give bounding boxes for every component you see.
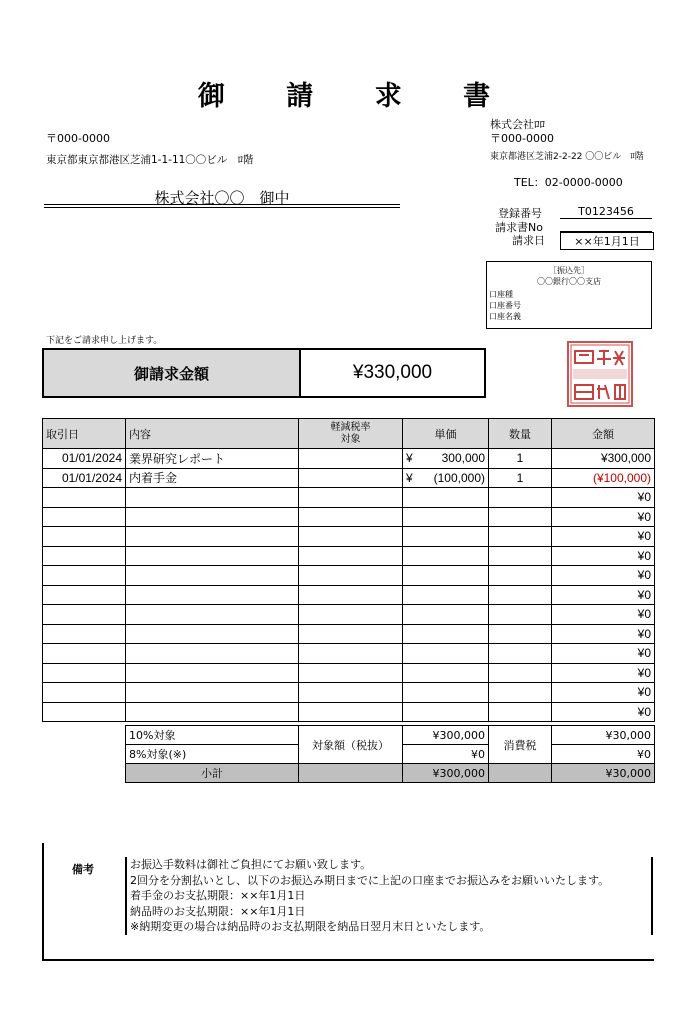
intro-text: 下記をご請求申し上げます。 xyxy=(46,336,163,346)
row-quantity xyxy=(489,507,552,527)
tax8-value: ¥0 xyxy=(552,745,655,764)
table-row xyxy=(43,605,655,625)
table-row xyxy=(43,644,655,664)
row-description xyxy=(126,507,299,527)
row-quantity xyxy=(489,702,552,722)
row-date xyxy=(43,683,126,703)
row-amount: ¥0 xyxy=(552,566,655,586)
row-quantity: 1 xyxy=(489,449,552,469)
row-quantity xyxy=(489,624,552,644)
item-rows xyxy=(43,449,655,722)
table-row xyxy=(43,663,655,683)
row-quantity xyxy=(489,663,552,683)
subtotal-label: 小計 xyxy=(126,764,299,783)
row-reduced-tax xyxy=(299,527,403,547)
items-table xyxy=(42,418,655,722)
row-amount: ¥0 xyxy=(552,527,655,547)
row-reduced-tax xyxy=(299,566,403,586)
row-quantity xyxy=(489,566,552,586)
table-row xyxy=(43,702,655,722)
row-unit-price xyxy=(403,566,489,586)
invoice-no-value xyxy=(560,219,652,232)
invoice-no-label: 請求書No xyxy=(495,221,543,234)
reg-number-label: 登録番号 xyxy=(498,207,542,220)
row-amount: ¥0 xyxy=(552,663,655,683)
remarks-label: 備考 xyxy=(72,863,94,876)
row-description: 内着手金 xyxy=(126,468,299,488)
row-quantity: 1 xyxy=(489,468,552,488)
header-unit-price: 単価 xyxy=(403,419,489,449)
header-quantity: 数量 xyxy=(489,419,552,449)
remarks-line: 着手金のお支払期限：××年1月1日 xyxy=(130,889,306,902)
row-unit-value: (100,000) xyxy=(433,470,485,485)
base-label: 対象額（税抜） xyxy=(299,726,403,764)
row-date xyxy=(43,585,126,605)
row-unit-price xyxy=(403,702,489,722)
row-reduced-tax xyxy=(299,624,403,644)
client-postal: 〒000-0000 xyxy=(46,132,110,145)
table-row xyxy=(43,683,655,703)
row-quantity xyxy=(489,644,552,664)
remarks-line: 納品時のお支払期限：××年1月1日 xyxy=(130,904,306,918)
row-description xyxy=(126,566,299,586)
row-amount: ¥0 xyxy=(552,507,655,527)
client-underline xyxy=(44,204,400,205)
row-quantity xyxy=(489,488,552,508)
row-reduced-tax xyxy=(299,683,403,703)
remarks-line: 2回分を分割払いとし、以下のお振込み期日までに上記の口座までお振込みをお願いいたします。 xyxy=(130,873,610,887)
row-amount: ¥300,000 xyxy=(552,449,655,469)
table-row xyxy=(43,507,655,527)
rate10-label: 10%対象 xyxy=(126,726,299,745)
row-unit-price xyxy=(403,644,489,664)
row-quantity xyxy=(489,585,552,605)
row-unit-price xyxy=(403,546,489,566)
row-amount: ¥0 xyxy=(552,585,655,605)
base8-value: ¥0 xyxy=(403,745,489,764)
rate8-label: 8%対象(※) xyxy=(126,745,299,764)
row-reduced-tax xyxy=(299,663,403,683)
row-unit-price xyxy=(403,585,489,605)
row-date xyxy=(43,624,126,644)
issuer-company: 株式会社ﾛﾛ xyxy=(490,118,545,131)
row-reduced-tax xyxy=(299,468,403,488)
row-unit-value: 300,000 xyxy=(441,451,485,466)
client-underline-double xyxy=(44,207,400,208)
total-box xyxy=(42,348,486,398)
row-quantity xyxy=(489,683,552,703)
row-reduced-tax xyxy=(299,488,403,508)
table-row xyxy=(43,468,655,488)
issuer-postal: 〒000-0000 xyxy=(490,132,554,145)
row-description xyxy=(126,585,299,605)
table-row xyxy=(43,488,655,508)
table-row xyxy=(43,585,655,605)
subtotal-base: ¥300,000 xyxy=(403,764,489,783)
summary-table xyxy=(125,725,655,783)
document-title: 御 請 求 書 xyxy=(197,81,517,112)
row-date xyxy=(43,507,126,527)
row-reduced-tax xyxy=(299,546,403,566)
subtotal-tax: ¥30,000 xyxy=(552,764,655,783)
row-amount: (¥100,000) xyxy=(552,468,655,488)
row-reduced-tax xyxy=(299,507,403,527)
bank-account-number: 口座番号 xyxy=(489,301,521,310)
subtotal-row xyxy=(126,764,655,783)
seal-graphic xyxy=(569,343,631,405)
remarks-body xyxy=(125,857,653,935)
row-unit-price xyxy=(403,605,489,625)
summary-row-10 xyxy=(126,726,655,745)
row-amount: ¥0 xyxy=(552,488,655,508)
remarks-line: お振込手数料は御社ご負担にてお願い致します。 xyxy=(130,858,372,871)
tax-label: 消費税 xyxy=(489,726,552,764)
row-quantity xyxy=(489,546,552,566)
invoice-date-label: 請求日 xyxy=(512,234,545,247)
row-unit-currency: ¥ xyxy=(406,451,413,466)
row-unit-price xyxy=(403,468,489,488)
row-unit-price xyxy=(403,507,489,527)
header-date: 取引日 xyxy=(43,419,126,449)
row-amount: ¥0 xyxy=(552,605,655,625)
row-unit-currency: ¥ xyxy=(406,470,413,485)
bank-name: 〇〇銀行〇〇支店 xyxy=(537,277,601,286)
remarks-line: ※納期変更の場合は納品時のお支払期限を納品日翌月末日といたします。 xyxy=(130,920,491,933)
row-reduced-tax xyxy=(299,644,403,664)
subtotal-empty xyxy=(299,764,403,783)
row-quantity xyxy=(489,527,552,547)
row-date xyxy=(43,566,126,586)
row-amount: ¥0 xyxy=(552,702,655,722)
row-date xyxy=(43,605,126,625)
row-quantity xyxy=(489,605,552,625)
total-amount: ¥330,000 xyxy=(352,362,433,383)
row-reduced-tax xyxy=(299,449,403,469)
subtotal-empty-2 xyxy=(489,764,552,783)
total-label: 御請求金額 xyxy=(44,350,301,396)
row-unit-price xyxy=(403,488,489,508)
row-unit-price xyxy=(403,683,489,703)
row-description xyxy=(126,605,299,625)
row-description: 業界研究レポート xyxy=(126,449,299,469)
table-row xyxy=(43,624,655,644)
client-address: 東京都東京都港区芝浦1-1-11〇〇ビル ﾛ階 xyxy=(46,154,254,166)
table-row xyxy=(43,527,655,547)
row-reduced-tax xyxy=(299,585,403,605)
bank-info-box xyxy=(486,261,652,329)
table-row xyxy=(43,546,655,566)
header-reduced-tax: 軽減税率 対象 xyxy=(299,419,403,449)
bank-header: ［振込先］ xyxy=(549,266,589,275)
row-description xyxy=(126,488,299,508)
row-description xyxy=(126,527,299,547)
row-date xyxy=(43,663,126,683)
row-description xyxy=(126,546,299,566)
header-description: 内容 xyxy=(126,419,299,449)
row-date xyxy=(43,644,126,664)
row-date xyxy=(43,546,126,566)
bank-account-name: 口座名義 xyxy=(489,312,521,321)
base10-value: ¥300,000 xyxy=(403,726,489,745)
table-row xyxy=(43,566,655,586)
company-seal-stamp xyxy=(567,341,633,407)
row-amount: ¥0 xyxy=(552,546,655,566)
row-unit-price xyxy=(403,449,489,469)
row-unit-price xyxy=(403,624,489,644)
row-description xyxy=(126,663,299,683)
row-description xyxy=(126,683,299,703)
row-unit-price xyxy=(403,663,489,683)
row-amount: ¥0 xyxy=(552,644,655,664)
row-date: 01/01/2024 xyxy=(43,449,126,469)
bank-account-type: 口座種 xyxy=(489,290,513,299)
issuer-address: 東京都港区芝浦2-2-22 〇〇ビル ﾛ階 xyxy=(490,152,644,162)
row-date xyxy=(43,702,126,722)
row-date: 01/01/2024 xyxy=(43,468,126,488)
tax10-value: ¥30,000 xyxy=(552,726,655,745)
row-reduced-tax xyxy=(299,702,403,722)
row-amount: ¥0 xyxy=(552,624,655,644)
row-description xyxy=(126,702,299,722)
header-amount: 金額 xyxy=(552,419,655,449)
reg-number-value: T0123456 xyxy=(560,205,652,219)
row-unit-price xyxy=(403,527,489,547)
row-reduced-tax xyxy=(299,605,403,625)
issuer-tel: TEL：02-0000-0000 xyxy=(514,176,623,189)
row-date xyxy=(43,488,126,508)
client-name: 株式会社〇〇 御中 xyxy=(154,189,290,207)
row-description xyxy=(126,644,299,664)
row-amount: ¥0 xyxy=(552,683,655,703)
table-row xyxy=(43,449,655,469)
table-header-row xyxy=(43,419,655,449)
row-date xyxy=(43,527,126,547)
row-description xyxy=(126,624,299,644)
invoice-date-value: ××年1月1日 xyxy=(560,232,654,250)
